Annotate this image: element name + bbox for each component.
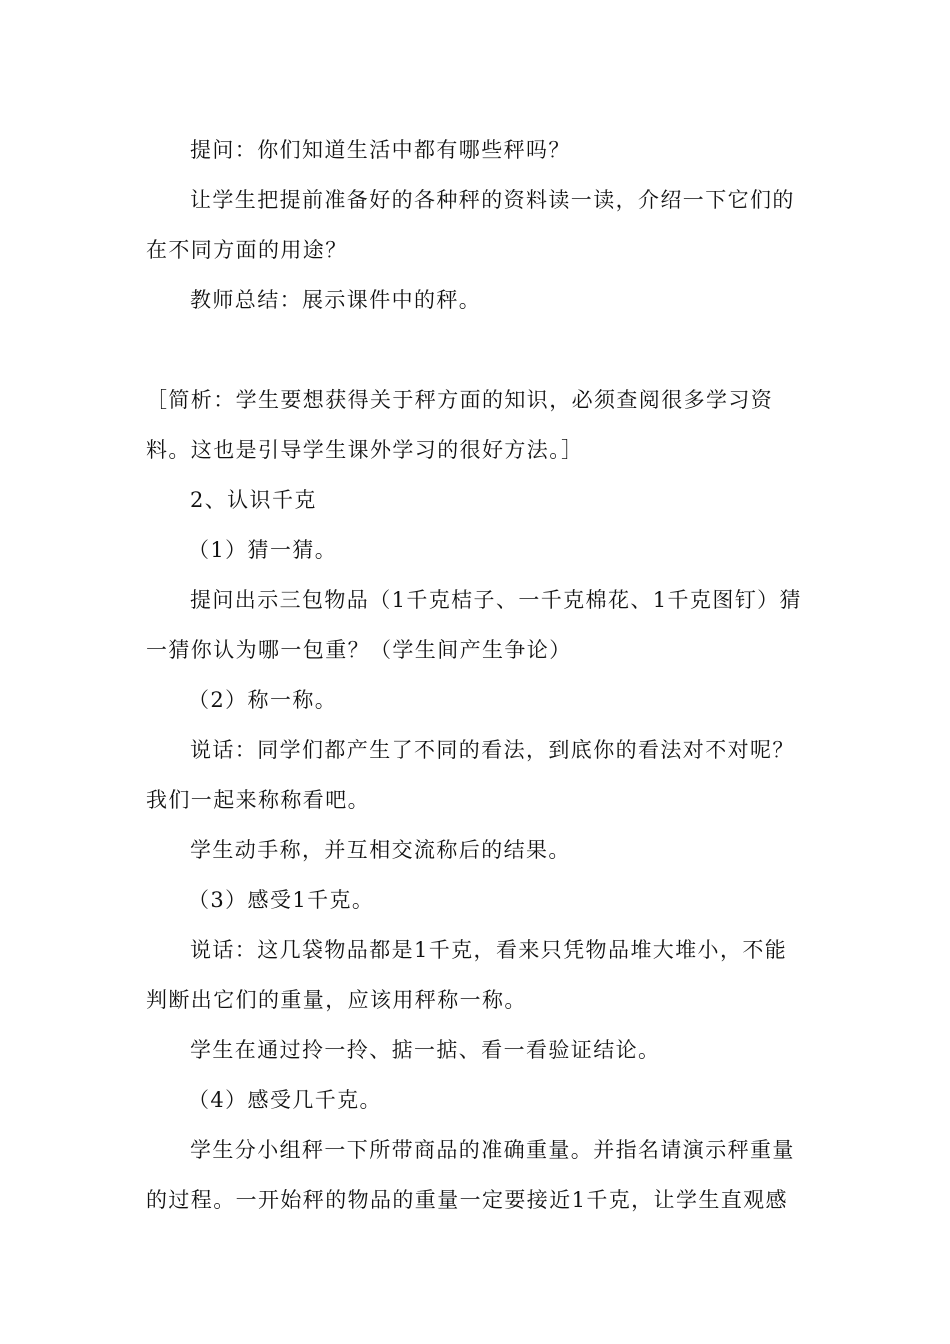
paragraph-line: 说话：这几袋物品都是1千克，看来只凭物品堆大堆小，不能	[190, 938, 788, 962]
analysis-note-line: ［简析：学生要想获得关于秤方面的知识，必须查阅很多学习资	[146, 388, 774, 412]
paragraph-line: 学生动手称，并互相交流称后的结果。	[190, 838, 571, 862]
paragraph-line: 说话：同学们都产生了不同的看法，到底你的看法对不对呢？	[190, 738, 795, 762]
paragraph-line: 提问出示三包物品（1千克桔子、一千克棉花、1千克图钉）猜	[190, 588, 802, 612]
subsection-heading: （2）称一称。	[188, 688, 338, 712]
paragraph-line: 的过程。一开始秤的物品的重量一定要接近1千克，让学生直观感	[146, 1188, 788, 1212]
paragraph-line: 判断出它们的重量，应该用秤称一称。	[146, 988, 527, 1012]
section-heading: 2、认识千克	[190, 488, 317, 512]
analysis-note-line: 料。这也是引导学生课外学习的很好方法。］	[146, 438, 584, 462]
paragraph-line: 一猜你认为哪一包重？（学生间产生争论）	[146, 638, 572, 662]
paragraph-line: 让学生把提前准备好的各种秤的资料读一读，介绍一下它们的	[190, 188, 795, 212]
subsection-heading: （1）猜一猜。	[188, 538, 338, 562]
question-line: 提问：你们知道生活中都有哪些秤吗？	[190, 138, 571, 162]
paragraph-line: 学生在通过拎一拎、掂一掂、看一看验证结论。	[190, 1038, 661, 1062]
teacher-summary-line: 教师总结：展示课件中的秤。	[190, 288, 482, 312]
paragraph-line: 在不同方面的用途？	[146, 238, 348, 262]
subsection-heading: （3）感受1千克。	[188, 888, 375, 912]
paragraph-line: 学生分小组秤一下所带商品的准确重量。并指名请演示秤重量	[190, 1138, 795, 1162]
paragraph-line: 我们一起来称称看吧。	[146, 788, 370, 812]
subsection-heading: （4）感受几千克。	[188, 1088, 382, 1112]
